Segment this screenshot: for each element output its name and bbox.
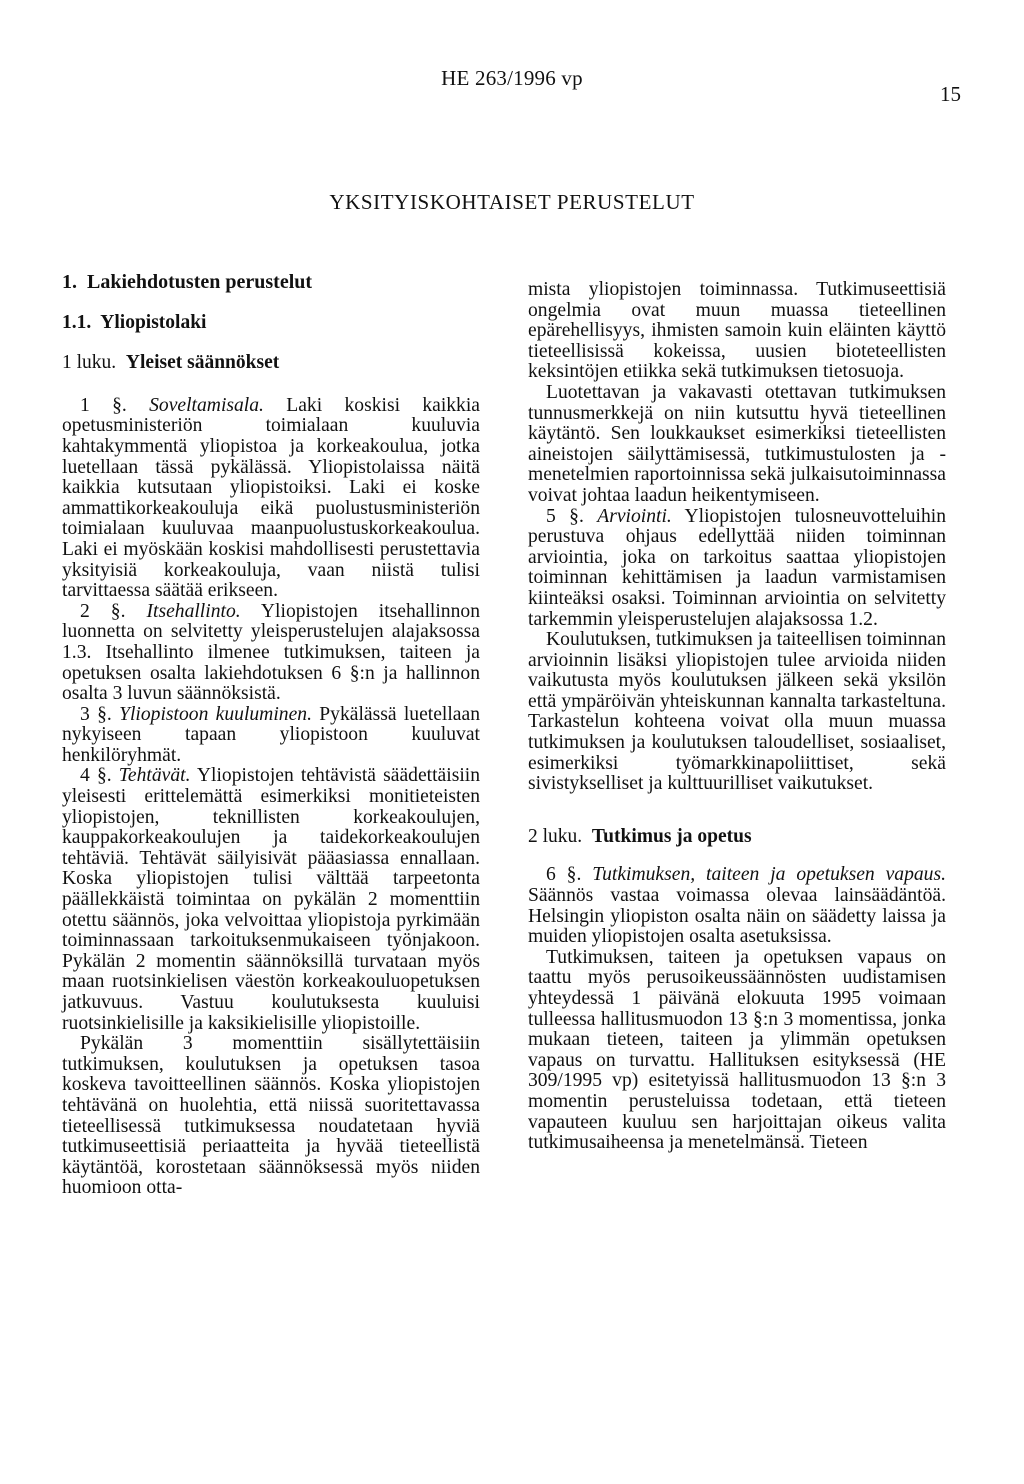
section-2-number: 2 §. xyxy=(80,600,126,622)
right-column xyxy=(528,280,946,1154)
chapter-2-heading xyxy=(528,827,946,848)
section-4-number: 4 §. xyxy=(80,765,112,787)
good-practice-text: Luotettavan ja vakavasti otettavan tutkimuksen tunnusmerkkejä on niin kutsuttu hyvä tieteellinen käytäntö. Sen loukkaukset esimerkiksi tieteellisten aineistojen säilyttämisessä, tutkimustulosten ja -menetelmien raportoinnissa sekä julkaisutoiminnassa voivat johtaa laadun heikentymiseen. xyxy=(528,381,946,506)
chapter-2-label: 2 luku. xyxy=(528,825,583,847)
section-2-paragraph xyxy=(62,602,480,705)
section-3-paragraph xyxy=(62,705,480,767)
section-5-paragraph xyxy=(528,507,946,631)
section-4-moment-3-paragraph xyxy=(62,1034,480,1199)
section-5-number: 5 §. xyxy=(546,505,584,527)
page-number: 15 xyxy=(940,82,961,106)
heading-2-number: 1.1. xyxy=(62,311,92,333)
continuation-text: mista yliopistojen toiminnassa. Tutkimuseettisiä ongelmia ovat muun muassa tieteellinen epärehellisyys, ihmisten samoin kuin eläinten käyttö tieteellisissä kokeissa, uusien bioteteellisten keksintöjen etiikka sekä tutkimuksen tietosuoja. xyxy=(528,279,946,383)
section-4-paragraph xyxy=(62,766,480,1034)
section-1-number: 1 §. xyxy=(80,394,127,416)
heading-2 xyxy=(62,313,480,334)
section-title: YKSITYISKOHTAISET PERUSTELUT xyxy=(329,190,695,214)
freedom-text: Tutkimuksen, taiteen ja opetuksen vapaus on taattu myös perusoikeussäännösten uudistamisen yhteydessä 1 päivänä elokuuta 1995 voimaan tulleessa hallitusmuodon 13 §:n 3 momentissa, jonka mukaan tieteen, taiteen ja ylimmän opetuksen vapaus on turvattu. Hallituksen esityksessä (HE 309/1995 vp) esitetyissä hallitusmuodon 13 §:n 3 momentin perusteluissa todetaan, että tieteen vapauteen kuuluu sen harjoittajan oikeus valita tutkimusaiheensa ja menetelmänsä. Tieteen xyxy=(528,946,946,1154)
section-6-title: Tutkimuksen, taiteen ja opetuksen vapaus. xyxy=(592,864,947,886)
section-1-title: Soveltamisala. xyxy=(149,394,264,416)
section-4-title: Tehtävät. xyxy=(118,765,191,787)
good-practice-paragraph xyxy=(528,383,946,507)
section-3-title: Yliopistoon kuuluminen. xyxy=(119,703,312,725)
section-6-number: 6 §. xyxy=(546,864,582,886)
freedom-paragraph xyxy=(528,948,946,1154)
document-id: HE 263/1996 vp xyxy=(441,66,583,90)
chapter-1-label: 1 luku. xyxy=(62,352,117,374)
section-2-text: Yliopistojen itsehallinnon luonnetta on selvitetty yleisperustelujen alajaksossa 1.3. Itsehallinto ilmenee tutkimuksen, taiteen ja opetuksen osalta lakiehdotuksen 6 §:n ja hallinnon osalta 3 luvun säännöksistä. xyxy=(62,600,480,705)
section-5-title: Arviointi. xyxy=(597,505,672,527)
heading-1-text: Lakiehdotusten perustelut xyxy=(87,271,313,293)
heading-1-number: 1. xyxy=(62,271,77,293)
heading-2-text: Yliopistolaki xyxy=(100,311,207,333)
section-4-moment-3-text: Pykälän 3 momenttiin sisällytettäisiin tutkimuksen, koulutuksen ja opetuksen tasoa koskeva tavoitteellinen säännös. Koska yliopistojen tehtävänä on huolehtia, että niissä suoritettavassa tieteellisessä tutkimuksessa noudatetaan hyviä tutkimuseettisiä periaatteita ja hyvää tieteellistä käytäntöä, korostetaan säännöksessä myös niiden huomioon otta- xyxy=(62,1033,480,1199)
evaluation-paragraph xyxy=(528,630,946,795)
chapter-1-heading xyxy=(62,353,480,374)
section-1-text: Laki koskisi kaikkia opetusministeriön toimialaan kuuluvia kahtakymmentä yliopistoa ja korkeakoulua, jotka luetellaan tässä pykälässä. Yliopistolaissa näitä kaikkia kutsutaan yliopistoiksi. Laki ei koske ammattikorkeakouluja eikä puolustusministeriön toimialaan kuuluvaa maanpuolustuskorkeakoulua. Laki ei myöskään koskisi mahdollisesti perustettavia yksityisiä korkeakouluja, vaan niistä tulisi tarvittaessa säätää erikseen. xyxy=(62,394,480,602)
continuation-paragraph xyxy=(528,280,946,383)
evaluation-text: Koulutuksen, tutkimuksen ja taiteellisen toiminnan arvioinnin lisäksi yliopistojen tulee arvioida niiden vaikutusta myös koulutuksen jälkeen sekä yksilön että ympäröivän yhteiskunnan kannalta tarkasteltuna. Tarkastelun kohteena voivat olla muun muassa tutkimuksen ja koulutuksen taloudelliset, sosiaaliset, esimerkiksi työmarkkinapoliittiset, sekä sivistykselliset ja kulttuurilliset vaikutukset. xyxy=(528,629,946,795)
chapter-1-title: Yleiset säännökset xyxy=(125,352,280,374)
section-1-paragraph xyxy=(62,396,480,602)
section-6-paragraph xyxy=(528,865,946,947)
heading-1 xyxy=(62,272,480,293)
section-3-number: 3 §. xyxy=(80,703,112,725)
chapter-2-title: Tutkimus ja opetus xyxy=(591,825,752,847)
section-2-title: Itsehallinto. xyxy=(146,600,241,622)
section-4-text: Yliopistojen tehtävistä säädettäisiin yleisesti erittelemättä esimerkiksi monitieteisten yliopistojen, teknillisten korkeakoulujen, kauppakorkeakoulujen ja taidekorkeakoulujen tehtäviä. Tehtävät säilyisivät pääasiassa ennallaan. Koska yliopistojen tulisi välttää tarpeetonta päällekkäistä toimintaa on pykälän 2 momenttiin otettu säännös, joka velvoittaa yliopistoja pyrkimään toiminnassaan tarkoituksenmukaiseen työnjakoon. Pykälän 2 momentin säännöksillä turvataan myös maan ruotsinkielisen väestön korkeakouluopetuksen jatkuvuus. Vastuu koulutuksesta kuuluisi ruotsinkielisille ja kaksikielisille yliopistoille. xyxy=(62,765,480,1034)
section-5-text: Yliopistojen tulosneuvotteluihin perustuva ohjaus edellyttää niiden toiminnan arviointia, joka on tarkoitus saattaa yliopistojen toiminnan kehittämisen ja laadun varmistamisen kiinteäksi osaksi. Toiminnan arviointia on selvitetty tarkemmin yleisperustelujen alajaksossa 1.2. xyxy=(528,505,947,630)
left-column xyxy=(62,272,480,1199)
section-3-text: Pykälässä luetellaan nykyiseen tapaan yliopistoon kuuluvat henkilöryhmät. xyxy=(62,703,480,766)
section-6-text: Säännös vastaa voimassa olevaa lainsäädäntöä. Helsingin yliopiston osalta näin on säädetty laissa ja muiden yliopistojen osalta asetuksissa. xyxy=(528,885,946,948)
